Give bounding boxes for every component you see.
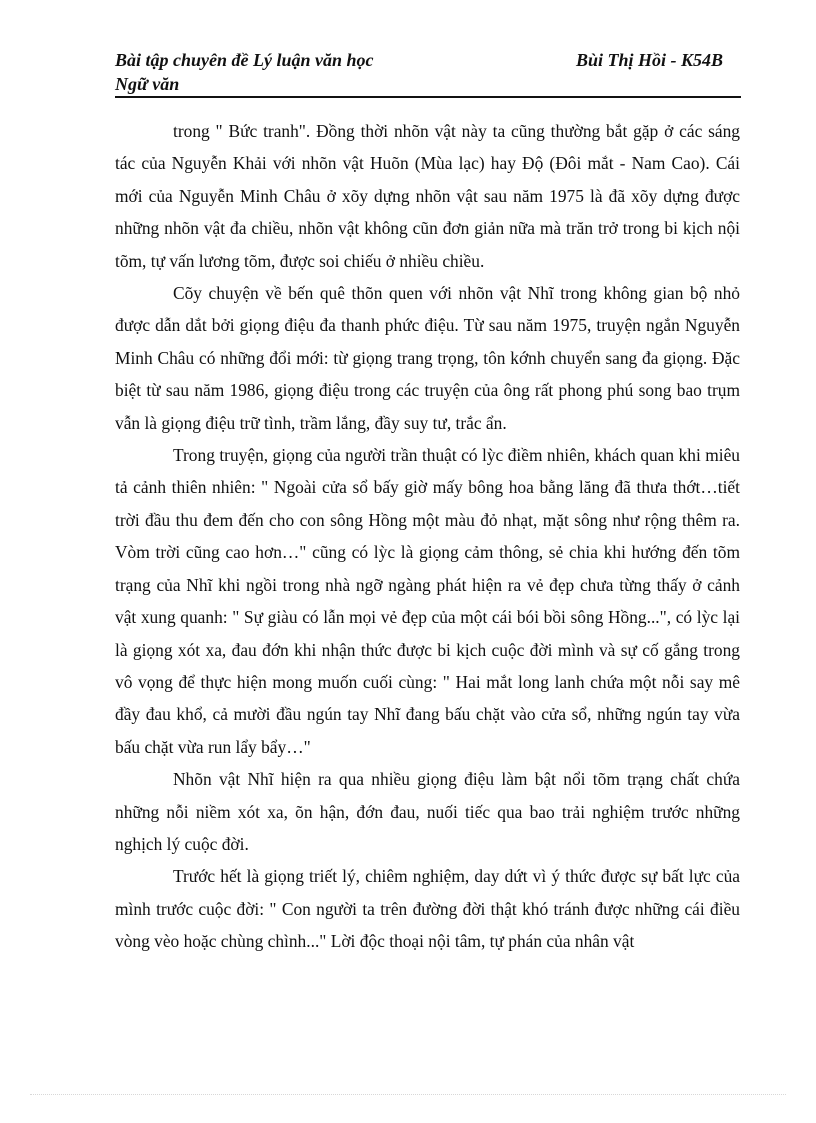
- document-title: [115, 48, 374, 96]
- body-text: [115, 115, 740, 958]
- author-name: Bùi Thị Hồi - K54B: [575, 50, 723, 70]
- paragraph-5: Trước hết là giọng triết lý, chiêm nghiệm, day dứt vì ý thức được sự bất lực của mình trước cuộc đời: " Con người ta trên đường đời thật khó tránh được những cái điều vòng vèo hoặc chùng chình..." Lời độc thoại nội tâm, tự phán của nhân vật: [115, 866, 740, 952]
- document-title-line-1: Bài tập chuyên đề Lý luận văn học: [115, 50, 374, 70]
- page-bottom-divider: [30, 1094, 786, 1095]
- document-title-line-2: Ngữ văn: [115, 74, 180, 94]
- page-header: [115, 48, 741, 98]
- paragraph-2: Cõy chuyện về bến quê thõn quen với nhõn vật Nhĩ trong không gian bộ nhỏ được dẫn dắt bởi giọng điệu đa thanh phức điệu. Từ sau năm 1975, truyện ngắn Nguyễn Minh Châu có những đổi mới: từ giọng trang trọng, tôn kớnh chuyển sang đa giọng. Đặc biệt từ sau năm 1986, giọng điệu trong các truyện của ông rất phong phú song bao trụm vẫn là giọng điệu trữ tình, trầm lắng, đầy suy tư, trắc ẩn.: [115, 283, 740, 433]
- paragraph-3: Trong truyện, giọng của người trần thuật có lỳc điềm nhiên, khách quan khi miêu tả cảnh thiên nhiên: " Ngoài cửa sổ bấy giờ mấy bông hoa bằng lăng đã thưa thớt…tiết trời đầu thu đem đến cho con sông Hồng một màu đỏ nhạt, mặt sông như rộng thêm ra. Vòm trời cũng cao hơn…" cũng có lỳc là giọng cảm thông, sẻ chia khi hướng đến tõm trạng của Nhĩ khi ngồi trong nhà ngỡ ngàng phát hiện ra vẻ đẹp chưa từng thấy ở cảnh vật xung quanh: " Sự giàu có lẫn mọi vẻ đẹp của một cái bói bồi sông Hồng...", có lỳc lại là giọng xót xa, đau đớn khi nhận thức được bi kịch cuộc đời mình và sự cố gắng trong vô vọng để thực hiện mong muốn cuối cùng: " Hai mắt long lanh chứa một nỗi say mê đầy đau khổ, cả mười đầu ngún tay Nhĩ đang bấu chặt vào cửa sổ, những ngún tay vừa bấu chặt vừa run lẩy bẩy…": [115, 445, 740, 757]
- paragraph-4: Nhõn vật Nhĩ hiện ra qua nhiều giọng điệu làm bật nổi tõm trạng chất chứa những nỗi niềm xót xa, õn hận, đớn đau, nuối tiếc qua bao trải nghiệm trước những nghịch lý cuộc đời.: [115, 769, 740, 854]
- paragraph-1: trong " Bức tranh". Đồng thời nhõn vật này ta cũng thường bắt gặp ở các sáng tác của Nguyễn Khải với nhõn vật Huõn (Mùa lạc) hay Độ (Đôi mắt - Nam Cao). Cái mới của Nguyễn Minh Châu ở xõy dựng nhõn vật sau năm 1975 là đã xõy dựng được những nhõn vật đa chiều, nhõn vật không cũn đơn giản nữa mà trăn trở trong bi kịch nội tõm, tự vấn lương tõm, được soi chiếu ở nhiều chiều.: [115, 121, 740, 271]
